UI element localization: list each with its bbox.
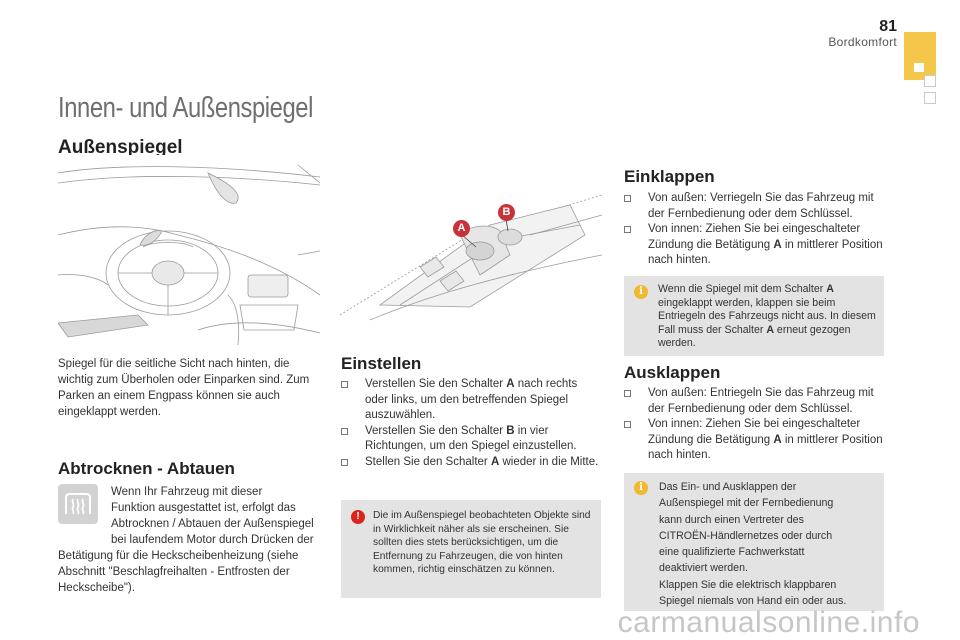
- fold-list: [624, 191, 886, 269]
- text-line: Außenspiegel mit der Fernbedienung: [659, 497, 834, 510]
- list-item: Von innen: Ziehen Sie bei eingeschalteter Zündung die Betätigung A in mittlerer Position nach hinten.: [624, 222, 886, 269]
- section-title: Außenspiegel: [58, 137, 183, 158]
- bullet-marker: [341, 381, 348, 388]
- text-line: kann durch einen Vertreter des: [659, 513, 804, 526]
- fold-heading: Einklappen: [624, 167, 715, 186]
- unfold-list: [624, 386, 886, 464]
- intro-paragraph: Spiegel für die seitliche Sicht nach hinten, die wichtig zum Überholen oder Einparken sind. Zum Parken an einem Engpass können sie auch eingeklappt werden.: [58, 358, 310, 418]
- info-icon: i: [634, 285, 648, 299]
- list-item: Verstellen Sie den Schalter A nach rechts oder links, um den betreffenden Spiegel auszuwählen.: [341, 377, 599, 424]
- warning-icon: !: [351, 510, 365, 524]
- car-interior-illustration: [58, 155, 320, 345]
- defrost-text-indented: [111, 484, 321, 548]
- text-line: Das Ein- und Ausklappen der: [659, 481, 797, 493]
- section-name: Bordkomfort: [828, 35, 897, 49]
- list-item: Verstellen Sie den Schalter B in vier Richtungen, um den Spiegel einzustellen.: [341, 424, 599, 455]
- info-icon: i: [634, 481, 648, 495]
- label-a-marker: A: [453, 220, 470, 237]
- adjust-list: [341, 377, 599, 470]
- text-line: Spiegel niemals von Hand ein oder aus.: [659, 595, 847, 608]
- unfold-heading: Ausklappen: [624, 363, 721, 382]
- chapter-tab[interactable]: [904, 32, 936, 80]
- chapter-tab-box[interactable]: [924, 75, 936, 87]
- text-line: Abtrocknen / Abtauen der Außenspiegel: [111, 518, 314, 530]
- text-line: bei laufendem Motor durch Drücken der: [111, 534, 314, 546]
- page-title: Innen- und Außenspiegel: [58, 92, 314, 124]
- bullet-marker: [341, 428, 348, 435]
- text-line: Funktion ausgestattet ist, erfolgt das: [111, 502, 296, 514]
- bullet-marker: [624, 195, 631, 202]
- text-line: Betätigung für die Heckscheibenheizung (siehe: [58, 550, 299, 562]
- list-item: Stellen Sie den Schalter A wieder in die Mitte.: [341, 455, 599, 471]
- text-line: Abschnitt "Beschlagfreihalten - Entfrosten der: [58, 566, 290, 578]
- page-number: 81: [879, 18, 897, 35]
- rear-defrost-icon: [58, 484, 98, 524]
- mirror-switch-illustration: [340, 195, 602, 325]
- adjust-heading: Einstellen: [341, 354, 422, 373]
- list-item: Von außen: Entriegeln Sie das Fahrzeug mit der Fernbedienung oder dem Schlüssel.: [624, 386, 886, 417]
- bullet-marker: [624, 421, 631, 428]
- list-item: Von außen: Verriegeln Sie das Fahrzeug mit der Fernbedienung oder dem Schlüssel.: [624, 191, 886, 222]
- label-b-marker: B: [498, 204, 515, 221]
- text-line: Klappen Sie die elektrisch klappbaren: [659, 578, 837, 591]
- bullet-marker: [341, 459, 348, 466]
- list-item: Von innen: Ziehen Sie bei eingeschalteter Zündung die Betätigung A in mittlerer Position nach hinten.: [624, 417, 886, 464]
- defrost-text-full: [58, 548, 320, 596]
- warning-note: ! Die im Außenspiegel beobachteten Objekte sind in Wirklichkeit näher als sie erscheinen. Sie sollten dies stets berücksichtigen, um die Entfernung zu Fahrzeugen, die von hinten kommen, richtig einschätzen zu können.: [341, 500, 601, 598]
- unfold-info-note: [624, 473, 884, 611]
- bullet-marker: [624, 226, 631, 233]
- text-line: eine qualifizierte Fachwerkstatt: [659, 546, 805, 559]
- fold-info-note: i Wenn die Spiegel mit dem Schalter A eingeklappt werden, klappen sie beim Entriegeln des Fahrzeugs nicht aus. In diesem Fall muss der Schalter A erneut gezogen werden.: [624, 276, 884, 356]
- text-line: Heckscheibe").: [58, 582, 135, 594]
- defrost-heading: Abtrocknen - Abtauen: [58, 459, 235, 478]
- bullet-marker: [624, 390, 631, 397]
- text-line: Wenn Ihr Fahrzeug mit dieser: [111, 486, 263, 498]
- watermark: carmanualsonline.info: [617, 606, 920, 639]
- chapter-tab-box[interactable]: [924, 92, 936, 104]
- text-line: CITROËN-Händlernetzes oder durch: [659, 529, 833, 542]
- text-line: deaktiviert werden.: [659, 562, 748, 575]
